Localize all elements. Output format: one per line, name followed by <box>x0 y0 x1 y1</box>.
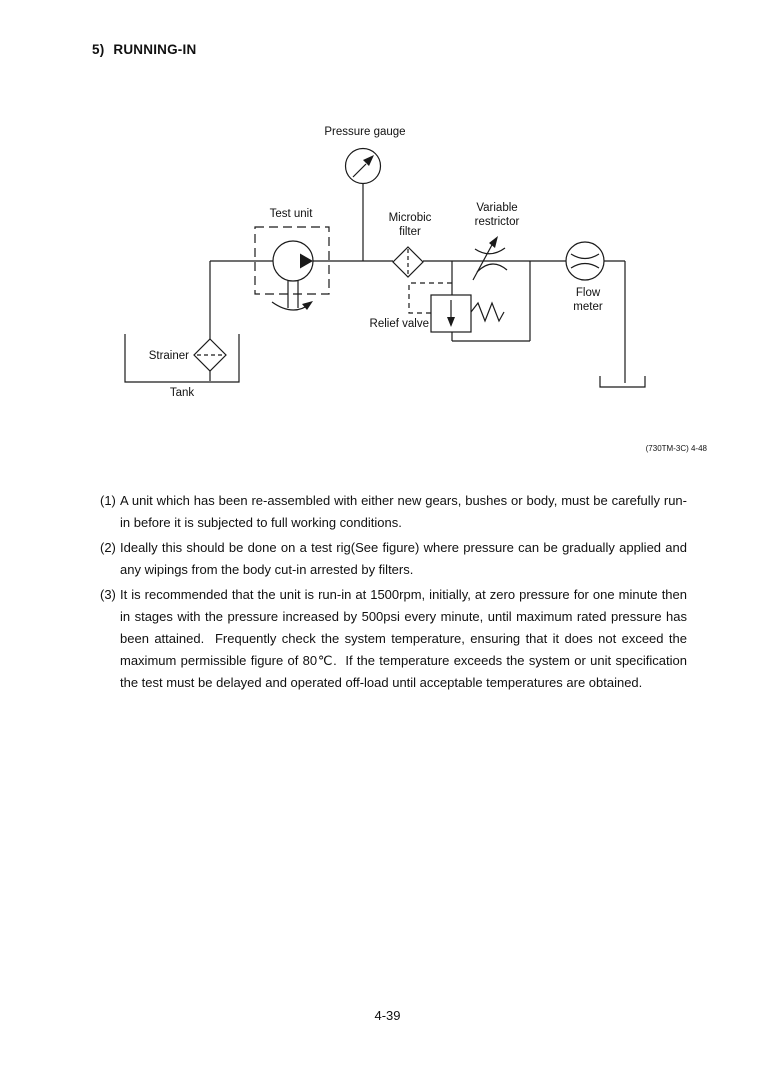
label-test-unit: Test unit <box>269 208 313 220</box>
paragraph-3 <box>100 584 691 694</box>
label-relief-valve: Relief valve <box>369 318 429 330</box>
paragraph-text: Ideally this should be done on a test rig(See figure) where pressure can be gradually applied and any wipings from the body cut-in arrested by filters. <box>120 540 691 577</box>
figure-reference: (730TM-3C) 4-48 <box>645 444 707 453</box>
paragraph-text: A unit which has been re-assembled with either new gears, bushes or body, must be carefully run-in before it is subjected to full working conditions. <box>120 493 687 530</box>
paragraph-number: (1) <box>100 493 116 508</box>
section-title: RUNNING-IN <box>113 42 197 57</box>
label-strainer: Strainer <box>148 350 189 362</box>
body-text <box>100 490 691 697</box>
label-variable-restrictor-line1: Variable <box>476 202 518 214</box>
paragraph-2 <box>100 537 691 581</box>
section-number: 5) <box>92 42 105 57</box>
label-microbic-filter-line1: Microbic <box>388 212 432 224</box>
paragraph-number: (3) <box>100 587 116 602</box>
variable-restrictor-symbol <box>473 236 507 280</box>
label-microbic-filter-line2: filter <box>399 226 421 238</box>
flow-meter-symbol <box>566 242 604 280</box>
paragraph-text: It is recommended that the unit is run-in at 1500rpm, initially, at zero pressure for one minute then in stages with the pressure increased by 500psi every minute, until maximum rated pressure has been attained. Frequently check the system temperature, ensuring that it does not exceed the maximum permissible figure of 80℃. If the temperature exceeds the system or unit specification the test must be delayed and operated off-load until acceptable temperatures are obtained. <box>120 587 691 690</box>
drain-tank-symbol <box>600 376 645 387</box>
label-flow-meter-line1: Flow <box>575 287 601 299</box>
strainer-symbol <box>194 339 226 381</box>
hydraulic-circuit-diagram <box>0 0 775 470</box>
label-tank: Tank <box>169 387 195 399</box>
label-flow-meter-line2: meter <box>573 301 603 313</box>
page-number: 4-39 <box>374 1008 401 1023</box>
pressure-gauge-symbol <box>346 149 381 262</box>
microbic-filter-symbol <box>393 247 423 277</box>
paragraph-number: (2) <box>100 540 116 555</box>
label-pressure-gauge: Pressure gauge <box>324 126 406 138</box>
label-variable-restrictor-line2: restrictor <box>474 216 520 228</box>
test-unit-pump-symbol <box>255 227 329 310</box>
paragraph-1 <box>100 490 687 534</box>
